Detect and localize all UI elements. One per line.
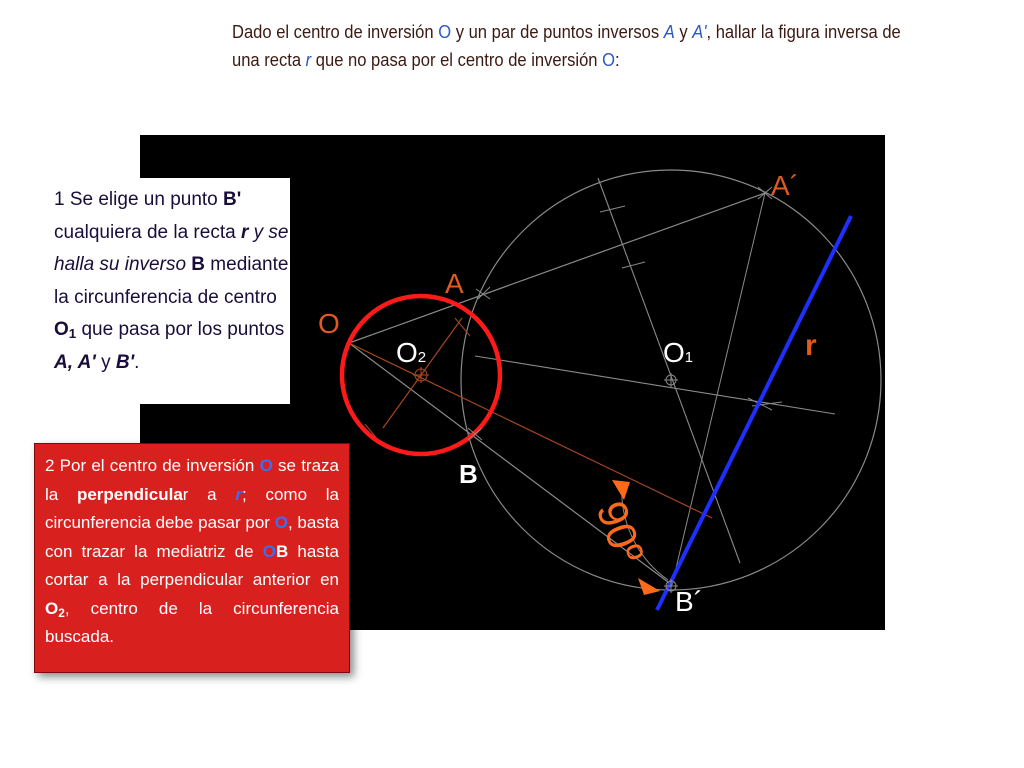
label-a: A: [445, 268, 464, 299]
point-a-prime-marker: [758, 187, 772, 199]
label-b-prime: B´: [675, 586, 703, 617]
angle-arrow-bottom: [638, 578, 660, 595]
label-r: r: [805, 329, 817, 362]
label-b: B: [459, 459, 478, 489]
line-o-a-prime: [349, 193, 765, 343]
label-a-prime: A´: [771, 170, 799, 201]
label-o2: O2: [396, 337, 427, 368]
problem-statement: Dado el centro de inversión O y un par de puntos inversos A y A', hallar la figura inversa de una recta r que no pasa por el centro de inversión O:: [232, 22, 901, 70]
arc-tick: [622, 262, 645, 268]
label-o: O: [318, 308, 340, 339]
step-1-text: 1 Se elige un punto B' cualquiera de la recta r y se halla su inverso B mediante la circunferencia de centro $O_1$ que pasa por los puntos A, A' y B'.: [50, 178, 290, 404]
bisector-a-b-prime: [475, 356, 835, 414]
arc-tick: [600, 206, 625, 212]
label-o1: O1: [663, 337, 694, 368]
line-r: [657, 216, 851, 610]
bisector-o-b: [383, 318, 462, 428]
perpendicular-from-o: [349, 343, 712, 518]
point-o1-marker: [664, 373, 678, 387]
label-right-angle: 90º: [587, 495, 653, 570]
line-a-prime-b-prime: [672, 193, 765, 585]
step-2-text: 2 Por el centro de inversión O se traza la perpendicular a r; como la circunferencia debe pasar por O, basta con trazar la mediatriz de OB hasta cortar a la perpendicular anterior en $O_2$, centro de la circunferencia buscada.: [34, 443, 350, 673]
